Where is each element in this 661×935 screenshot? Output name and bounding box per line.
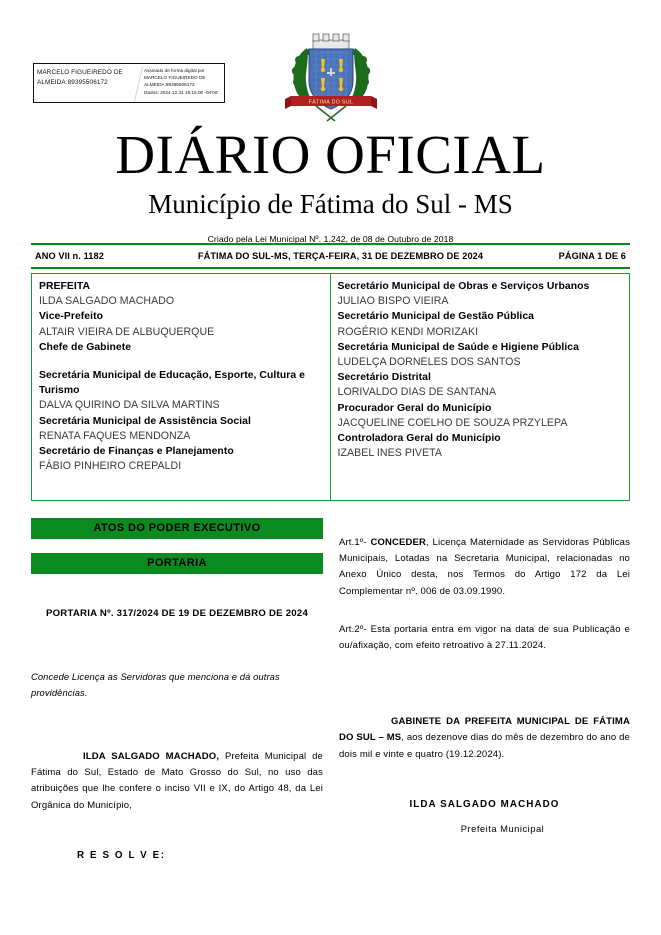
banner-portaria: PORTARIA bbox=[31, 553, 323, 574]
left-column bbox=[31, 518, 323, 861]
preamble-rest: Prefeita Municipal de Fátima do Sul, Estado de Mato Grosso do Sul, no uso das atribuições que lhe confere o inciso VII e IX, do Artigo 48, da Lei Orgânica do Município, bbox=[31, 751, 323, 811]
official-name: JACQUELINE COELHO DE SOUZA PRZYLEPA bbox=[337, 416, 568, 429]
artigo-1-keyword: CONCEDER bbox=[370, 537, 427, 548]
portaria-ementa: Concede Licença as Servidoras que menciona e dá outras providências. bbox=[31, 671, 280, 698]
official-role: Secretário Distrital bbox=[337, 372, 431, 384]
official-role: Controladora Geral do Município bbox=[337, 433, 501, 445]
signature-detail-line4: Dados: 2024.12.31 19:15:00 -04'00' bbox=[144, 89, 219, 95]
portaria-title: PORTARIA Nº. 317/2024 DE 19 DE DEZEMBRO DE 2024 bbox=[45, 608, 309, 619]
official-name: LORIVALDO DIAS DE SANTANA bbox=[337, 386, 497, 399]
officials-column-left bbox=[32, 274, 331, 500]
preamble-prefeita-name: ILDA SALGADO MACHADO, bbox=[83, 751, 220, 762]
official-name: LUDELÇA DORNELES DOS SANTOS bbox=[337, 356, 521, 369]
signature-role: Prefeita Municipal bbox=[460, 822, 545, 834]
official-role: Secretária Municipal de Saúde e Higiene Pública bbox=[337, 341, 579, 353]
signature-detail-line1: Assinado de forma digital por bbox=[144, 68, 205, 73]
official-name: IZABEL INES PIVETA bbox=[337, 447, 443, 460]
signature-detail-line3: ALMEIDA:89395506172 bbox=[144, 82, 195, 88]
official-role: Vice-Prefeito bbox=[39, 311, 103, 323]
edition-ano: ANO VII n. 1182 bbox=[35, 251, 104, 261]
artigo-1 bbox=[339, 535, 630, 600]
body-columns bbox=[31, 518, 630, 861]
officials-spacer bbox=[39, 355, 324, 368]
official-role: Chefe de Gabinete bbox=[39, 341, 132, 353]
official-name: DALVA QUIRINO DA SILVA MARTINS bbox=[39, 399, 220, 412]
official-role: Secretário Municipal de Obras e Serviços Urbanos bbox=[337, 281, 590, 292]
page-title: DIÁRIO OFICIAL bbox=[115, 124, 546, 185]
portaria-preamble bbox=[31, 749, 323, 814]
banner-atos-poder-executivo: ATOS DO PODER EXECUTIVO bbox=[31, 518, 323, 539]
official-name: ALTAIR VIEIRA DE ALBUQUERQUE bbox=[39, 325, 215, 338]
gabinete-heading: GABINETE DA PREFEITA MUNICIPAL DE FÁTIMA DO SUL – MS bbox=[339, 716, 630, 744]
official-role: Secretário de Finanças e Planejamento bbox=[39, 446, 234, 458]
artigo-1-rest: , Licença Maternidade as Servidoras Públicas Municipais, Lotadas na Secretaria Municipal, relacionadas no Anexo Único desta, nos Termos do Artigo 172 da Lei Complementar nº. 006 de 03.09.1990. bbox=[339, 537, 630, 597]
official-role: PREFEITA bbox=[39, 281, 91, 292]
signature-name: ILDA SALGADO MACHADO bbox=[409, 798, 560, 810]
signature-signer-line2: ALMEIDA:89395506172 bbox=[37, 78, 108, 86]
masthead-subtitle: Município de Fátima do Sul - MS bbox=[148, 189, 513, 219]
official-name: FÁBIO PINHEIRO CREPALDI bbox=[39, 460, 182, 473]
resolve-label: R E S O L V E: bbox=[77, 849, 166, 861]
edition-page-number: PÁGINA 1 DE 6 bbox=[558, 251, 626, 261]
artigo-2: Art.2º- Esta portaria entra em vigor na data de sua Publicação e ou/afixação, com efeito retroativo à 27.11.2024. bbox=[339, 623, 630, 652]
official-role: Secretária Municipal de Assistência Social bbox=[39, 415, 251, 427]
officials-box bbox=[31, 273, 630, 501]
official-name: RENATA FAQUES MENDONZA bbox=[39, 429, 191, 442]
official-role: Secretária Municipal de Educação, Esporte, Cultura e Turismo bbox=[39, 370, 305, 397]
official-name: ILDA SALGADO MACHADO bbox=[39, 295, 175, 308]
official-role: Procurador Geral do Município bbox=[337, 402, 492, 414]
edition-bar bbox=[31, 243, 630, 269]
official-name: ROGÉRIO KENDI MORIZAKI bbox=[337, 325, 479, 338]
gabinete-block bbox=[339, 714, 630, 763]
official-name: JULIAO BISPO VIEIRA bbox=[337, 295, 449, 308]
column-gutter bbox=[323, 518, 339, 861]
masthead bbox=[0, 126, 661, 245]
coat-of-arms-icon bbox=[0, 26, 661, 124]
edition-place-date: FÁTIMA DO SUL-MS, TERÇA-FEIRA, 31 DE DEZEMBRO DE 2024 bbox=[197, 251, 484, 261]
official-role: Secretário Municipal de Gestão Pública bbox=[337, 311, 534, 323]
artigo-1-prefix: Art.1º- bbox=[339, 537, 367, 548]
gabinete-rest: , aos dezenove dias do mês de dezembro do ano de dois mil e vinte e quatro (19.12.2024). bbox=[339, 732, 630, 760]
officials-column-right bbox=[331, 274, 630, 500]
svg-text:FÁTIMA DO SUL: FÁTIMA DO SUL bbox=[308, 99, 353, 106]
signature-detail-line2: MARCELO FIGUEIREDO DE bbox=[144, 75, 206, 81]
signature-signer-line1: MARCELO FIGUEIREDO DE bbox=[37, 69, 123, 76]
right-column bbox=[339, 518, 630, 861]
masthead-creation-law: Criado pela Lei Municipal Nº. 1.242, de 08 de Outubro de 2018 bbox=[207, 234, 454, 244]
